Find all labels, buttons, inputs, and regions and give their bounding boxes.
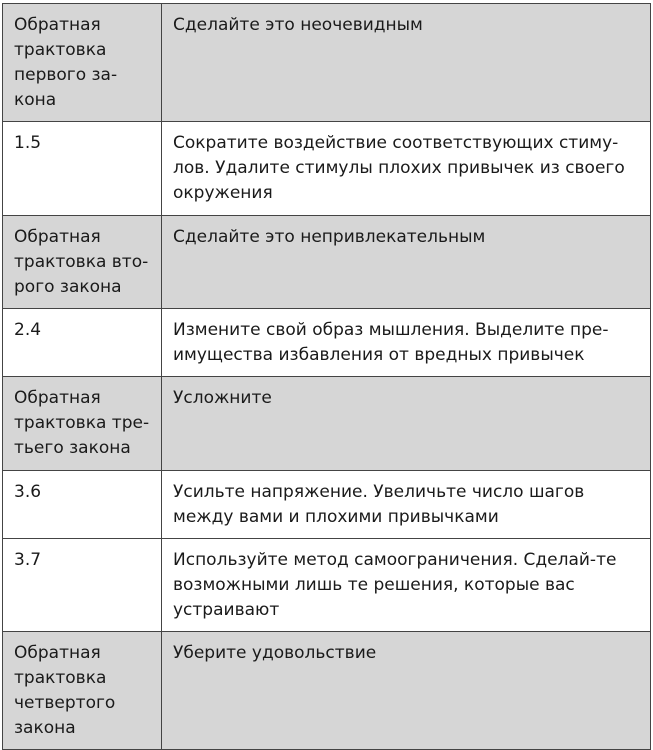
item-1-5-number: 1.5 [3,122,162,216]
law-row-1 [3,4,651,122]
item-2-4-text: Измените свой образ мышления. Выделите пре-имущества избавления от вредных привычек [162,309,651,377]
law-1-rule: Сделайте это неочевидным [162,4,651,122]
law-row-3 [3,377,651,471]
law-4-rule: Уберите удовольствие [162,632,651,750]
item-3-6-number: 3.6 [3,471,162,539]
item-3-7-text: Используйте метод самоограничения. Сделай-те возможными лишь те решения, которые вас устраивают [162,539,651,632]
item-row-1-5 [3,122,651,216]
item-3-7-number: 3.7 [3,539,162,632]
law-2-rule: Сделайте это непривлекательным [162,216,651,309]
item-row-3-6 [3,471,651,539]
law-2-title: Обратная трактовка вто-рого закона [3,216,162,309]
law-row-2 [3,216,651,309]
law-4-title: Обратная трактовка четвертого закона [3,632,162,750]
item-3-6-text: Усильте напряжение. Увеличьте число шагов между вами и плохими привычками [162,471,651,539]
law-3-title: Обратная трактовка тре-тьего закона [3,377,162,471]
item-row-3-7 [3,539,651,632]
law-1-title: Обратная трактовка первого за-кона [3,4,162,122]
item-1-5-text: Сократите воздействие соответствующих стиму-лов. Удалите стимулы плохих привычек из своего окружения [162,122,651,216]
item-2-4-number: 2.4 [3,309,162,377]
habit-inversion-table [2,3,651,750]
item-row-2-4 [3,309,651,377]
law-row-4 [3,632,651,750]
law-3-rule: Усложните [162,377,651,471]
